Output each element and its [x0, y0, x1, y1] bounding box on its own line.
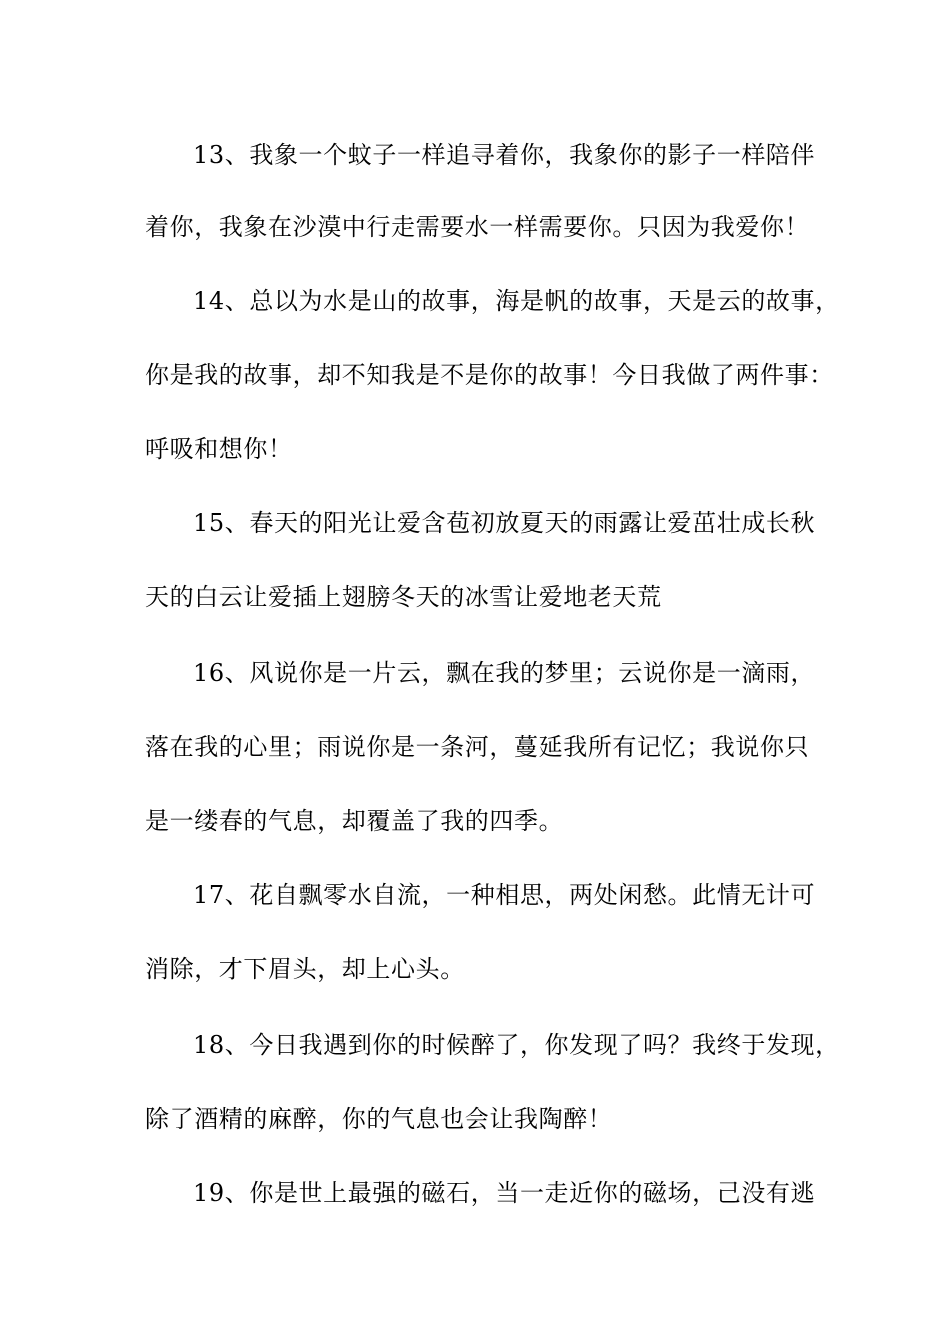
paragraph-17-line-1: 17、花自飘零水自流，一种相思，两处闲愁。此情无计可: [193, 881, 816, 909]
paragraph-13-line-1: 13、我象一个蚊子一样追寻着你，我象你的影子一样陪伴: [193, 141, 816, 169]
paragraph-15-line-1: 15、春天的阳光让爱含苞初放夏天的雨露让爱茁壮成长秋: [193, 509, 816, 537]
paragraph-16-line-1: 16、风说你是一片云，飘在我的梦里；云说你是一滴雨，: [193, 659, 816, 687]
paragraph-13-line-2: 着你，我象在沙漠中行走需要水一样需要你。只因为我爱你！: [145, 213, 810, 241]
paragraph-15-line-2: 天的白云让爱插上翅膀冬天的冰雪让爱地老天荒: [145, 583, 662, 611]
paragraph-14-line-3: 呼吸和想你！: [145, 435, 293, 463]
paragraph-19-line-1: 19、你是世上最强的磁石，当一走近你的磁场，己没有逃: [193, 1179, 816, 1207]
paragraph-18-line-1: 18、今日我遇到你的时候醉了，你发现了吗？我终于发现，: [193, 1031, 840, 1059]
paragraph-17-line-2: 消除，才下眉头，却上心头。: [145, 955, 465, 983]
paragraph-18-line-2: 除了酒精的麻醉，你的气息也会让我陶醉！: [145, 1105, 613, 1133]
paragraph-16-line-2: 落在我的心里；雨说你是一条河，蔓延我所有记忆；我说你只: [145, 733, 810, 761]
paragraph-14-line-1: 14、总以为水是山的故事，海是帆的故事，天是云的故事，: [193, 287, 840, 315]
paragraph-14-line-2: 你是我的故事，却不知我是不是你的故事！今日我做了两件事：: [145, 361, 834, 389]
paragraph-16-line-3: 是一缕春的气息，却覆盖了我的四季。: [145, 807, 564, 835]
